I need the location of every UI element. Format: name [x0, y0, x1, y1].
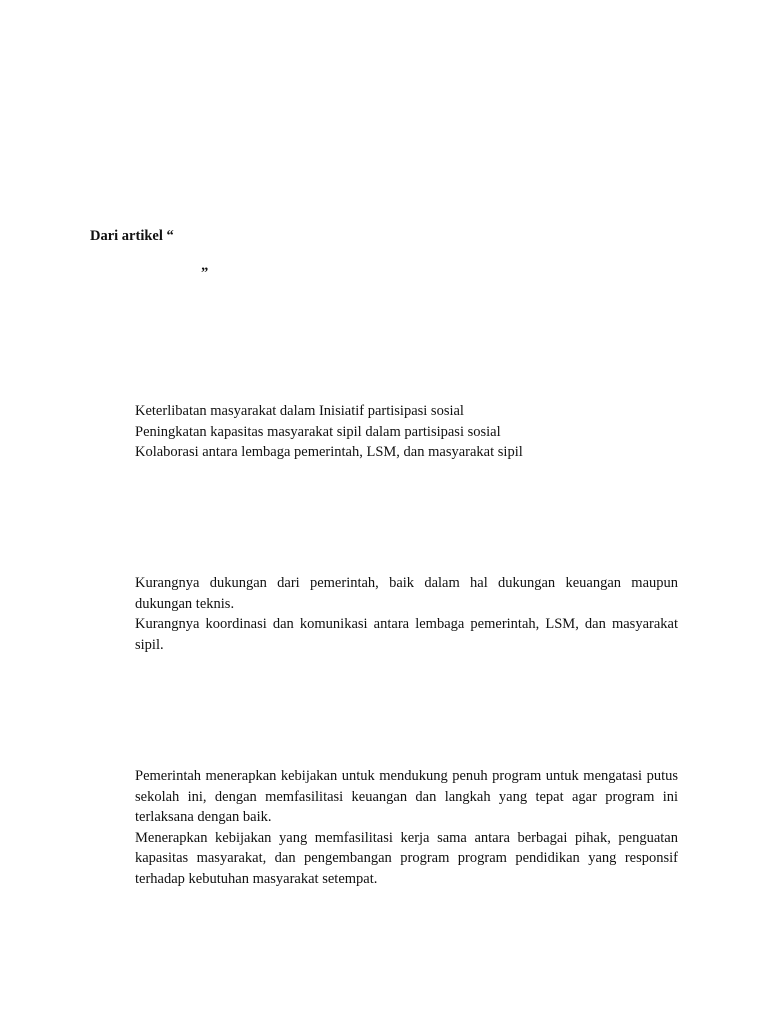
article-heading: Dari artikel “: [90, 228, 174, 244]
list-item: Kurangnya dukungan dari pemerintah, baik dalam hal dukungan keuangan maupun dukungan teknis.: [135, 575, 678, 612]
list-item: Menerapkan kebijakan yang memfasilitasi kerja sama antara berbagai pihak, penguatan kapasitas masyarakat, dan pengembangan program program pendidikan yang responsif terhadap kebutuhan masyarakat setempat.: [135, 829, 678, 887]
list-item: Peningkatan kapasitas masyarakat sipil dalam partisipasi sosial: [135, 423, 501, 440]
closing-quote: ”: [201, 265, 209, 281]
list-item: Kurangnya koordinasi dan komunikasi antara lembaga pemerintah, LSM, dan masyarakat sipil.: [135, 616, 678, 653]
list-item: Keterlibatan masyarakat dalam Inisiatif partisipasi sosial: [135, 403, 464, 419]
section-obstacles: [135, 573, 678, 655]
section-solutions: [135, 766, 678, 889]
list-item: Pemerintah menerapkan kebijakan untuk mendukung penuh program untuk mengatasi putus sekolah ini, dengan memfasilitasi keuangan dan langkah yang tepat agar program ini terlaksana dengan baik.: [135, 768, 678, 825]
section-participation-points: [135, 401, 678, 463]
list-item: Kolaborasi antara lembaga pemerintah, LSM, dan masyarakat sipil: [135, 444, 523, 460]
